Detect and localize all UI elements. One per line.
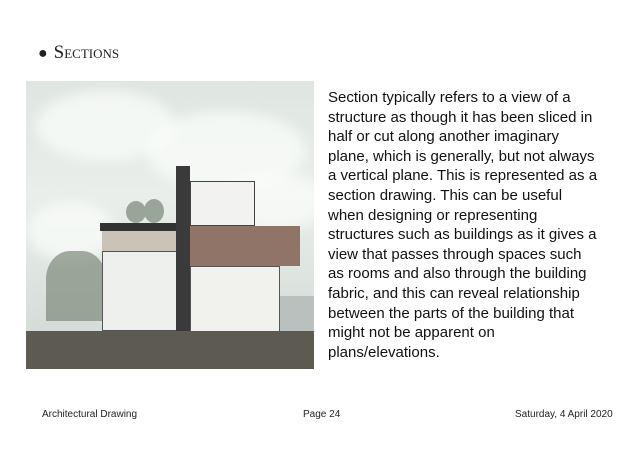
slide-title	[38, 42, 119, 64]
footer-date: Saturday, 4 April 2020	[515, 409, 613, 420]
footer-page-number: Page 24	[303, 409, 341, 420]
title-text: Sections	[53, 42, 120, 63]
section-drawing-image	[26, 81, 314, 369]
bullet-icon: ●	[38, 45, 48, 62]
slide-body-text: Section typically refers to a view of a structure as though it has been sliced in half or cut along another imaginary plane, which is generally, but not always a vertical plane. This is represented as a section drawing. This can be useful when designing or representing structures such as buildings as it gives a view that passes through spaces such as rooms and also through the building fabric, and this can reveal relationship between the parts of the building that might not be apparent on plans/elevations.	[328, 89, 598, 361]
footer-left: Architectural Drawing	[42, 409, 138, 420]
